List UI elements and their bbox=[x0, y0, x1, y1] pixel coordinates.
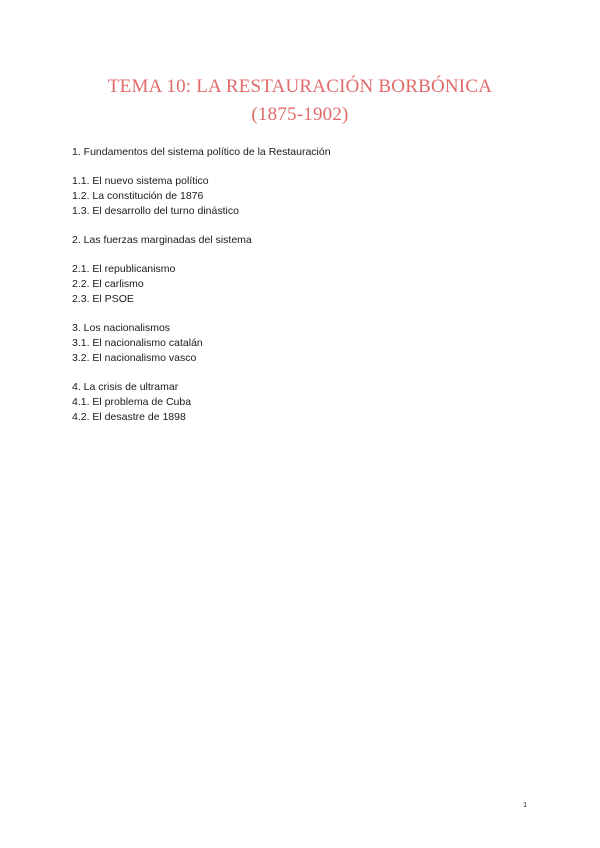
toc-section-2: 2. Las fuerzas marginadas del sistema bbox=[72, 234, 252, 246]
toc-section-4: 4. La crisis de ultramar bbox=[72, 381, 179, 393]
toc-subsection-3-2: 3.2. El nacionalismo vasco bbox=[72, 352, 197, 364]
toc-subsection-2-3: 2.3. El PSOE bbox=[72, 293, 134, 305]
toc-subsection-1-3: 1.3. El desarrollo del turno dinástico bbox=[72, 205, 239, 217]
toc-subsection-4-2: 4.2. El desastre de 1898 bbox=[72, 411, 186, 423]
toc-section-3: 3. Los nacionalismos bbox=[72, 322, 171, 334]
toc-subsection-2-1: 2.1. El republicanismo bbox=[72, 263, 176, 275]
table-of-contents bbox=[72, 145, 532, 425]
page-number: 1 bbox=[523, 802, 527, 809]
toc-subsection-4-1: 4.1. El problema de Cuba bbox=[72, 396, 192, 408]
toc-subsection-3-1: 3.1. El nacionalismo catalán bbox=[72, 337, 203, 349]
toc-subsection-2-2: 2.2. El carlismo bbox=[72, 278, 144, 290]
document-title-dates: (1875-1902) bbox=[251, 104, 349, 125]
toc-subsection-1-2: 1.2. La constitución de 1876 bbox=[72, 190, 204, 202]
toc-section-1: 1. Fundamentos del sistema político de la Restauración bbox=[72, 146, 331, 158]
document-title: TEMA 10: LA RESTAURACIÓN BORBÓNICA bbox=[107, 76, 493, 97]
toc-subsection-1-1: 1.1. El nuevo sistema político bbox=[72, 175, 209, 187]
